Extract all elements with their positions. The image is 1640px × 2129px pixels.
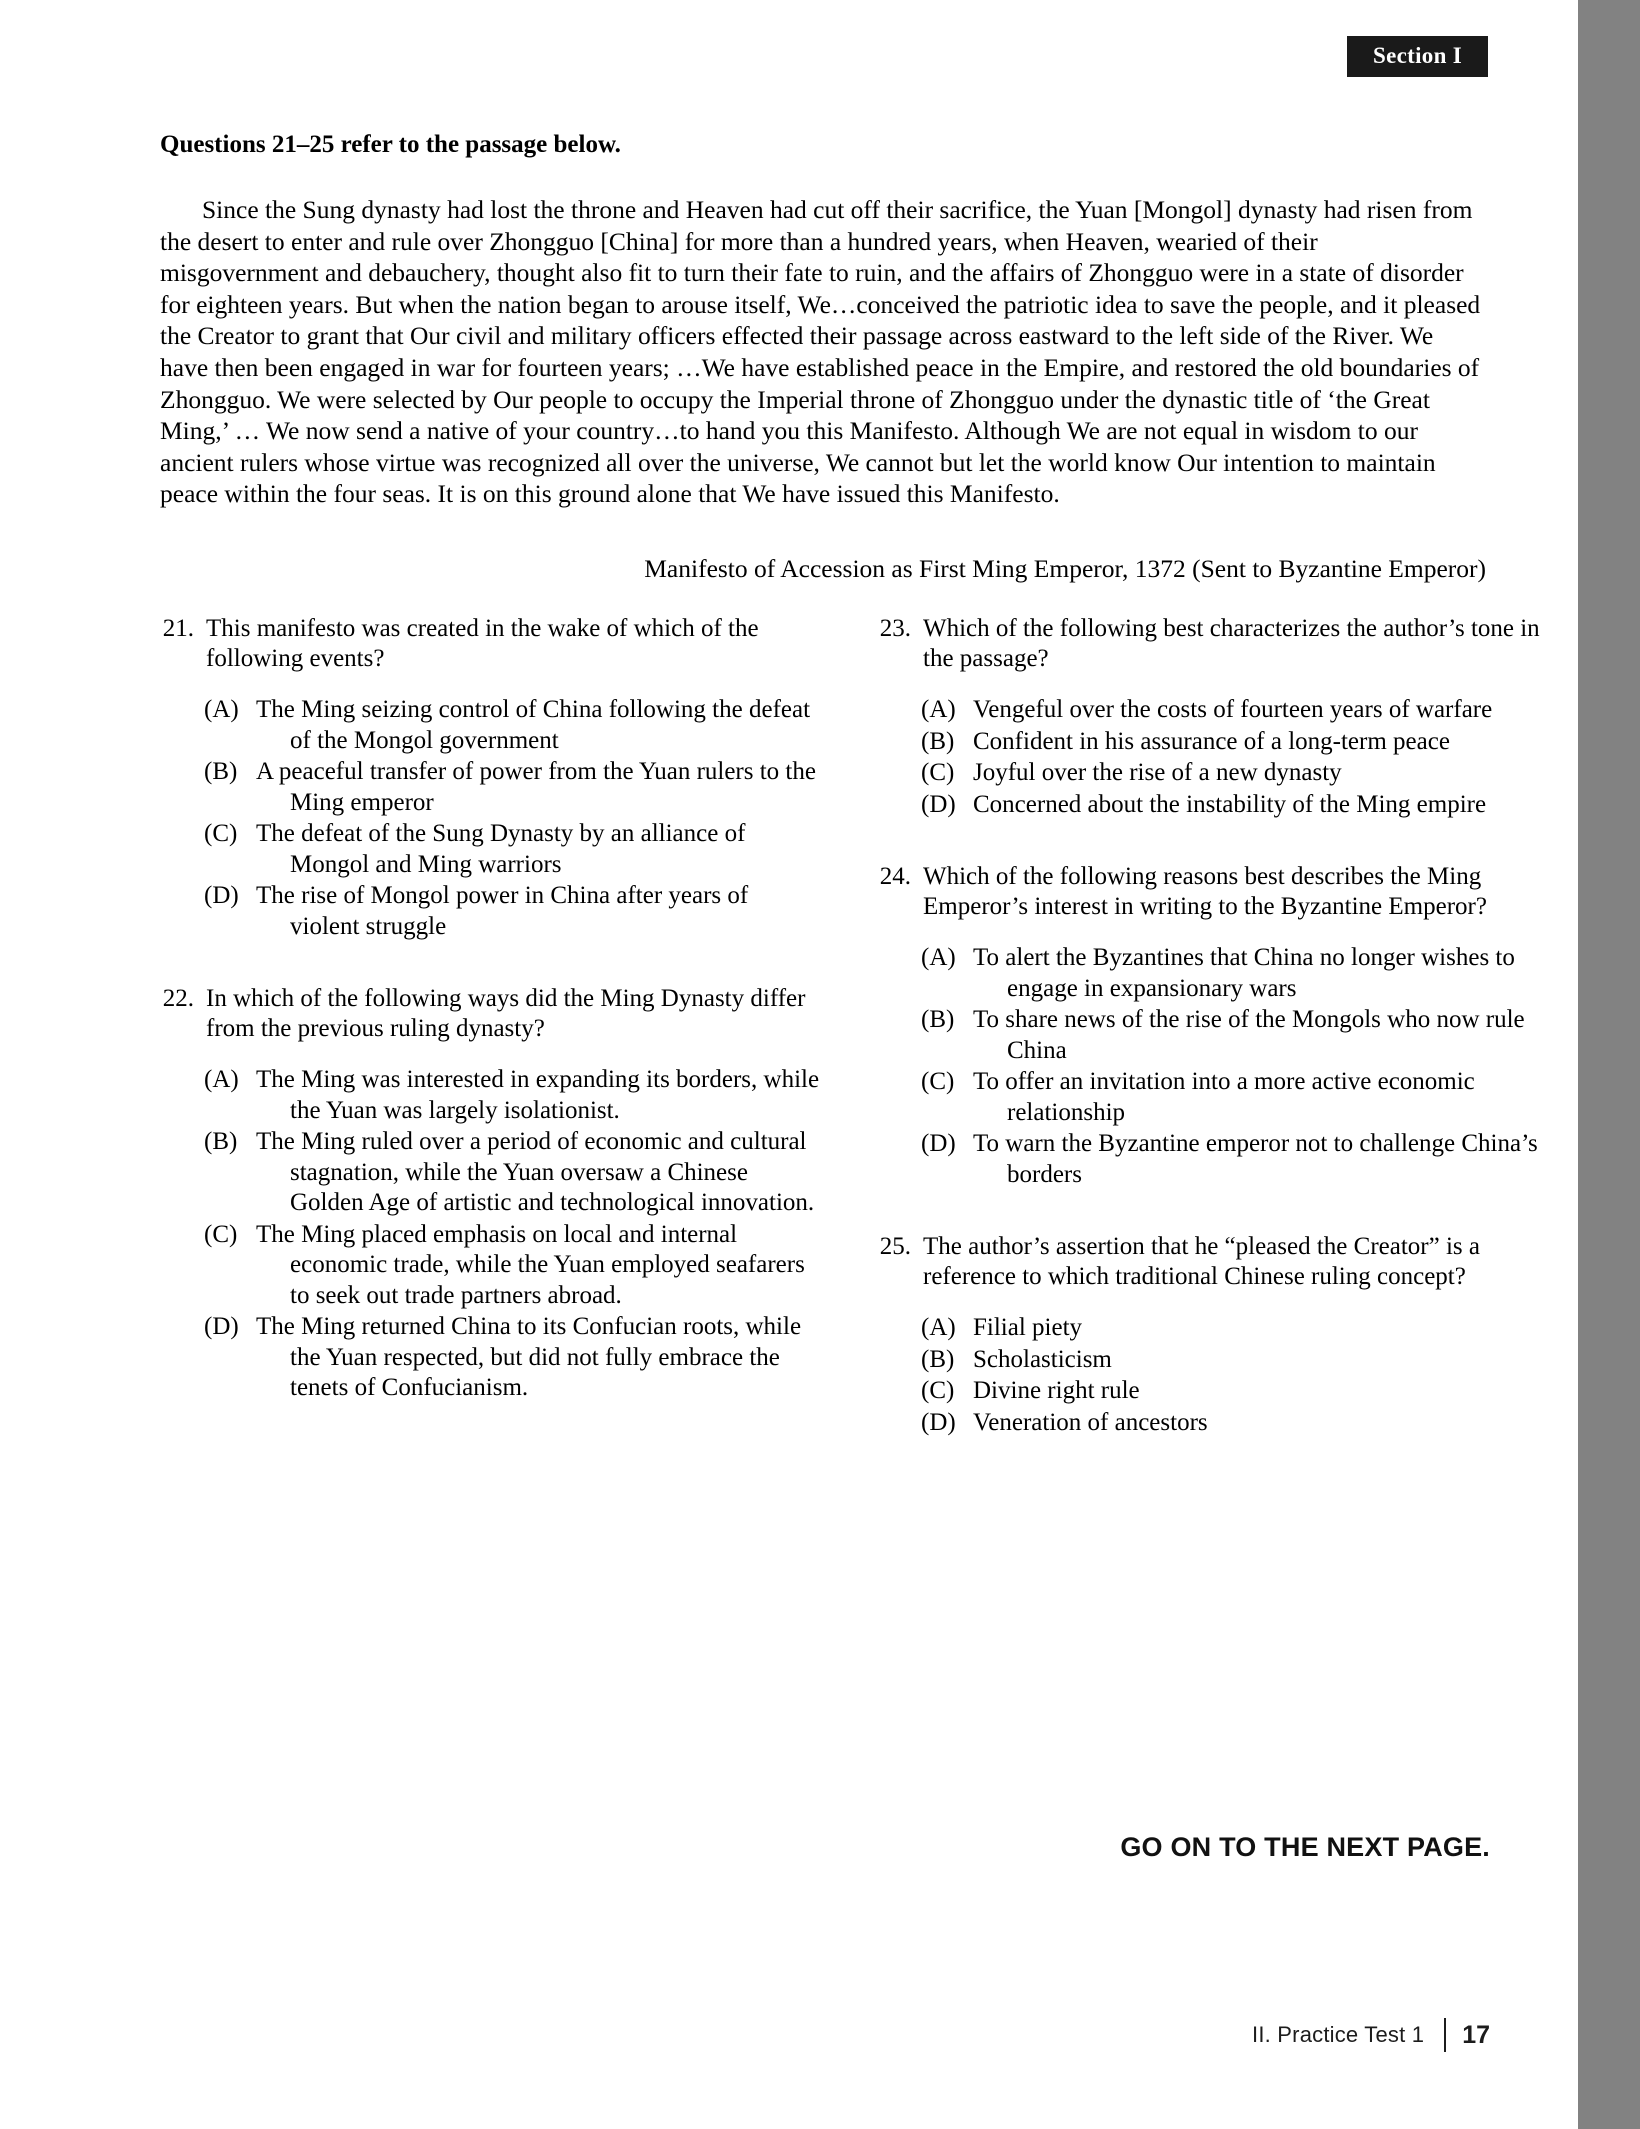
question-stem xyxy=(877,614,1540,674)
answer-choice-text: The Ming ruled over a period of economic and cultural stagnation, while the Yuan oversaw a Chinese Golden Age of artistic and technological innovation. xyxy=(256,1128,815,1216)
answer-choice[interactable] xyxy=(921,1313,1540,1344)
answer-choice[interactable] xyxy=(204,1220,823,1312)
question-item xyxy=(877,614,1540,820)
question-number: 23. xyxy=(879,615,911,642)
question-column-left xyxy=(160,614,823,1472)
answer-choice-text: The rise of Mongol power in China after years of violent struggle xyxy=(256,882,749,940)
answer-choice[interactable] xyxy=(921,695,1540,726)
answer-choice-text: Vengeful over the costs of fourteen years of warfare xyxy=(973,696,1493,723)
answer-choices xyxy=(160,695,823,942)
answer-choice[interactable] xyxy=(921,1005,1540,1066)
answer-choice-letter: (D) xyxy=(921,1130,956,1157)
answer-choice-letter: (C) xyxy=(204,820,238,847)
answer-choice-letter: (A) xyxy=(204,1066,239,1093)
answer-choice[interactable] xyxy=(921,1129,1540,1190)
footer-divider xyxy=(1444,2018,1446,2052)
answer-choice-letter: (D) xyxy=(204,882,239,909)
section-badge: Section I xyxy=(1347,36,1488,77)
answer-choice[interactable] xyxy=(921,1067,1540,1128)
question-number: 24. xyxy=(879,863,911,890)
answer-choice-text: Scholasticism xyxy=(973,1345,1112,1373)
question-number: 25. xyxy=(879,1233,911,1260)
answer-choice-letter: (D) xyxy=(921,1408,956,1436)
answer-choice-text: To offer an invitation into a more active economic relationship xyxy=(973,1068,1475,1126)
answer-choice-text: A peaceful transfer of power from the Yuan rulers to the Ming emperor xyxy=(256,758,816,816)
answer-choice[interactable] xyxy=(921,943,1540,1004)
answer-choice-text: The Ming was interested in expanding its borders, while the Yuan was largely isolationist. xyxy=(256,1066,820,1124)
question-item xyxy=(877,1232,1540,1438)
answer-choice[interactable] xyxy=(204,695,823,756)
question-item xyxy=(160,614,823,942)
question-columns xyxy=(160,614,1540,1472)
passage-body: Since the Sung dynasty had lost the throne and Heaven had cut off their sacrifice, the Yuan [Mongol] dynasty had risen from the desert to enter and rule over Zhongguo [China] for more than a hundred years, when Heaven, wearied of their misgovernment and debauchery, thought also fit to turn their fate to ruin, and the affairs of Zhongguo were in a state of disorder for eighteen years. But when the nation began to arouse itself, We…conceived the patriotic idea to save the people, and it pleased the Creator to grant that Our civil and military officers effected their passage across eastward to the left side of the River. We have then been engaged in war for fourteen years; …We have established peace in the Empire, and restored the old boundaries of Zhongguo. We were selected by Our people to occupy the Imperial throne of Zhongguo under the dynastic title of ‘the Great Ming,’ … We now send a native of your country…to hand you this Manifesto. Although We are not equal in wisdom to our ancient rulers whose virtue was recognized all over the universe, We cannot but let the world know Our intention to maintain peace within the four seas. It is on this ground alone that We have issued this Manifesto. xyxy=(160,195,1481,509)
question-stem xyxy=(160,984,823,1044)
answer-choice-text: To alert the Byzantines that China no longer wishes to engage in expansionary wars xyxy=(973,944,1515,1002)
question-stem xyxy=(877,862,1540,922)
answer-choice-letter: (B) xyxy=(921,1345,955,1373)
answer-choice-letter: (B) xyxy=(204,1128,238,1155)
question-text: Which of the following best characterizes the author’s tone in the passage? xyxy=(923,615,1540,672)
answer-choice[interactable] xyxy=(921,758,1540,789)
answer-choice-text: Divine right rule xyxy=(973,1377,1140,1404)
answer-choice[interactable] xyxy=(204,1065,823,1126)
answer-choice-text: The Ming placed emphasis on local and internal economic trade, while the Yuan employed seafarers to seek out trade partners abroad. xyxy=(256,1220,805,1309)
question-text: The author’s assertion that he “pleased the Creator” is a reference to which traditional Chinese ruling concept? xyxy=(923,1233,1480,1290)
answer-choice-letter: (A) xyxy=(921,696,956,723)
answer-choice[interactable] xyxy=(204,881,823,942)
answer-choices xyxy=(877,943,1540,1190)
answer-choice-letter: (C) xyxy=(204,1220,238,1248)
answer-choice[interactable] xyxy=(921,1376,1540,1407)
passage-source-attribution: Manifesto of Accession as First Ming Emperor, 1372 (Sent to Byzantine Emperor) xyxy=(644,553,1486,583)
answer-choice-text: To warn the Byzantine emperor not to challenge China’s borders xyxy=(973,1130,1538,1188)
page-edge-bar xyxy=(1578,0,1640,2129)
answer-choice-text: The defeat of the Sung Dynasty by an alliance of Mongol and Ming warriors xyxy=(256,820,746,878)
answer-choices xyxy=(877,1313,1540,1438)
answer-choice[interactable] xyxy=(921,790,1540,821)
answer-choice-letter: (C) xyxy=(921,1377,955,1404)
answer-choice-letter: (A) xyxy=(921,944,956,971)
question-stem xyxy=(160,614,823,674)
page-number: 17 xyxy=(1462,2020,1490,2049)
answer-choice-text: To share news of the rise of the Mongols who now rule China xyxy=(973,1006,1525,1064)
answer-choice-letter: (B) xyxy=(921,1006,955,1033)
answer-choice-letter: (B) xyxy=(921,727,955,755)
answer-choice-letter: (D) xyxy=(204,1313,239,1340)
answer-choice-letter: (A) xyxy=(921,1314,956,1341)
question-text: In which of the following ways did the Ming Dynasty differ from the previous ruling dynasty? xyxy=(206,985,806,1042)
answer-choice-letter: (A) xyxy=(204,696,239,723)
passage-heading: Questions 21–25 refer to the passage below. xyxy=(160,131,621,158)
answer-choice-text: Confident in his assurance of a long-term peace xyxy=(973,727,1450,755)
answer-choice-letter: (D) xyxy=(921,790,956,818)
answer-choice-letter: (B) xyxy=(204,758,238,785)
question-number: 21. xyxy=(162,615,194,642)
passage-block xyxy=(160,130,1490,584)
answer-choice[interactable] xyxy=(204,1127,823,1219)
answer-choice[interactable] xyxy=(204,819,823,880)
question-column-right xyxy=(877,614,1540,1472)
answer-choice-letter: (C) xyxy=(921,1068,955,1095)
answer-choice[interactable] xyxy=(204,1312,823,1404)
answer-choice[interactable] xyxy=(921,1408,1540,1439)
question-item xyxy=(877,862,1540,1190)
question-stem xyxy=(877,1232,1540,1292)
answer-choice-text: The Ming returned China to its Confucian roots, while the Yuan respected, but did not fully embrace the tenets of Confucianism. xyxy=(256,1313,802,1401)
answer-choice-text: Concerned about the instability of the Ming empire xyxy=(973,790,1487,818)
go-on-notice: GO ON TO THE NEXT PAGE. xyxy=(1120,1832,1490,1862)
question-number: 22. xyxy=(162,985,194,1012)
answer-choice[interactable] xyxy=(204,757,823,818)
answer-choice-letter: (C) xyxy=(921,759,955,786)
answer-choice-text: Joyful over the rise of a new dynasty xyxy=(973,759,1342,786)
footer-test-label: II. Practice Test 1 xyxy=(1252,2022,1425,2047)
page-footer xyxy=(1252,2018,1490,2052)
answer-choice-text: The Ming seizing control of China following the defeat of the Mongol government xyxy=(256,696,811,754)
question-text: Which of the following reasons best describes the Ming Emperor’s interest in writing to the Byzantine Emperor? xyxy=(923,863,1487,920)
answer-choice[interactable] xyxy=(921,1345,1540,1376)
answer-choice[interactable] xyxy=(921,727,1540,758)
question-text: This manifesto was created in the wake of which of the following events? xyxy=(206,615,759,672)
question-item xyxy=(160,984,823,1404)
answer-choice-text: Filial piety xyxy=(973,1314,1083,1341)
answer-choice-text: Veneration of ancestors xyxy=(973,1408,1208,1436)
answer-choices xyxy=(877,695,1540,820)
answer-choices xyxy=(160,1065,823,1404)
